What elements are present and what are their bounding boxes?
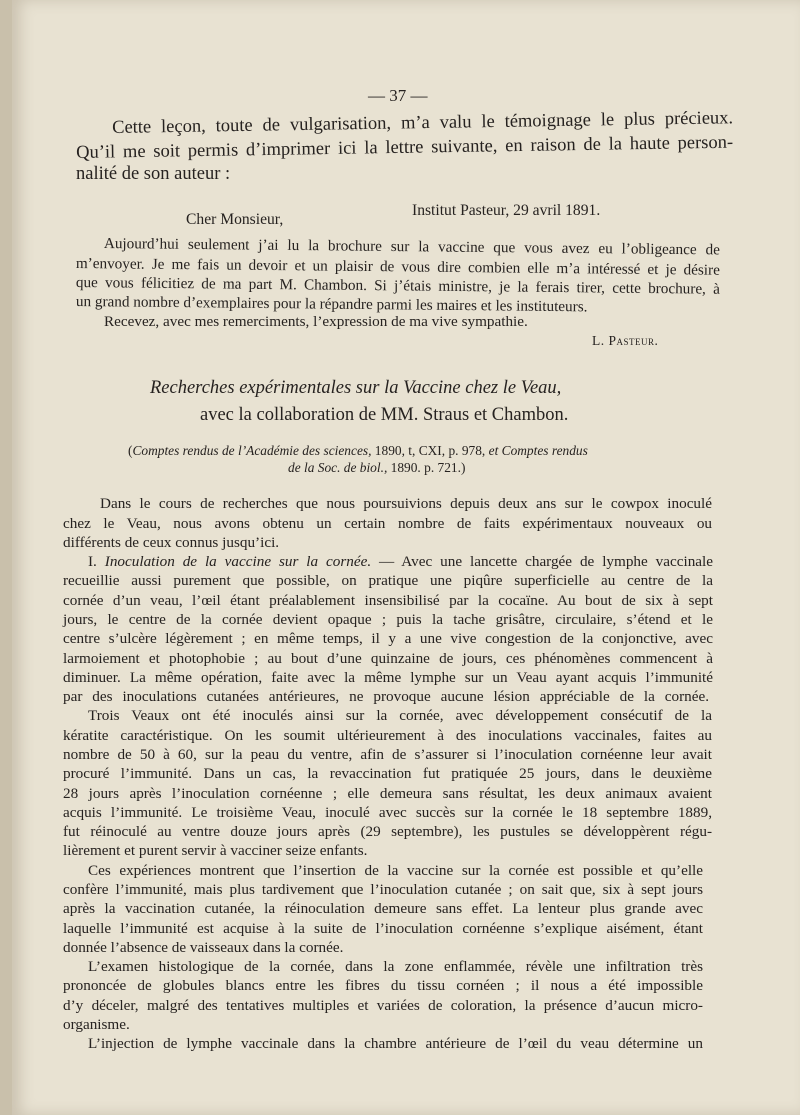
body-line: Ces expériences montrent que l’insertion de la vaccine sur la cornée est possible et qu’elle	[88, 862, 703, 879]
body-line: prononcée de globules blancs entre les fibres du tissu cornéen ; il nous a été impossible	[63, 977, 703, 994]
body-line: après la vaccination cutanée, la réinoculation demeure sans effet. La lenteur plus grande avec	[63, 900, 703, 917]
body-line: procuré l’immunité. Dans un cas, la revaccination fut pratiquée 25 jours, dans le deuxième	[63, 765, 712, 782]
body-line: 28 jours après l’inoculation cornéenne ; elle demeura sans résultat, les deux animaux avaient	[63, 785, 712, 802]
body-line: Trois Veaux ont été inoculés ainsi sur la cornée, avec développement consécutif de la	[88, 707, 712, 724]
section-heading-line: I. Inoculation de la vaccine sur la cornée. — Avec une lancette chargée de lymphe vaccinale	[88, 553, 713, 570]
letter-closing: Recevez, avec mes remerciments, l’expression de ma vive sympathie.	[104, 313, 528, 330]
letter-place-date: Institut Pasteur, 29 avril 1891.	[412, 202, 601, 219]
body-line: acquis l’immunité. Le troisième Veau, inoculé avec succès sur la cornée le 18 septembre 1889,	[63, 804, 712, 821]
letter-salutation: Cher Monsieur,	[186, 211, 284, 228]
body-line: jours, le centre de la cornée devient opaque ; puis la tache grisâtre, circulaire, s’étend et le	[63, 611, 713, 628]
body-line: fut réinoculé au ventre douze jours après (29 septembre), les pustules se développèrent régu-	[63, 823, 712, 840]
body-line: organisme.	[63, 1016, 130, 1033]
letter-line: que vous félicitiez de ma part M. Chambon. Si j’étais ministre, je la ferais tirer, cette brochure, à	[75, 274, 720, 298]
body-line: par des inoculations cutanées antérieures, ne provoque aucune lésion appréciable de la cornée.	[63, 688, 709, 705]
body-line: centre s’ulcère légèrement ; en même temps, il y a une vive congestion de la conjonctive, avec	[63, 630, 713, 647]
body-line: chez le Veau, nous avons obtenu un certain nombre de faits expérimentaux nouveaux ou	[63, 515, 712, 532]
body-line: recueillie aussi purement que possible, on pratique une piqûre superficielle au centre de la	[63, 572, 713, 589]
page-number: — 37 —	[368, 86, 428, 105]
body-line: L’examen histologique de la cornée, dans la zone enflammée, révèle une infiltration très	[88, 958, 703, 975]
body-line: confère l’immunité, mais plus tardivement que l’inoculation cutanée ; on sait que, six à sept jours	[63, 881, 703, 898]
body-line: Dans le cours de recherches que nous poursuivions depuis deux ans sur le cowpox inoculé	[100, 495, 712, 512]
article-subtitle: avec la collaboration de MM. Straus et Chambon.	[200, 405, 569, 425]
body-line: cornée d’un veau, l’œil étant préalablement insensibilisé par la cocaïne. Au bout de six à sept	[63, 592, 713, 609]
article-reference-line: de la Soc. de biol., 1890. p. 721.)	[288, 460, 466, 475]
body-line: nombre de 50 à 60, sur la peau du ventre, afin de s’assurer si l’inoculation cornéenne leur avait	[63, 746, 712, 763]
body-line: donnée l’absence de vaisseaux dans la cornée.	[63, 939, 344, 956]
body-line: larmoiement et photophobie ; au bout d’une quinzaine de jours, ces phénomènes commencent à	[63, 650, 713, 667]
intro-line: Qu’il me soit permis d’imprimer ici la lettre suivante, en raison de la haute person-	[76, 132, 734, 163]
body-line: diminuer. La même opération, faite avec la même lymphe sur un Veau ayant acquis l’immunité	[63, 669, 713, 686]
body-line: lièrement et purent servir à vacciner seize enfants.	[63, 842, 368, 859]
body-line: L’injection de lymphe vaccinale dans la chambre antérieure de l’œil du veau détermine un	[88, 1035, 703, 1052]
intro-line: nalité de son auteur :	[76, 164, 231, 184]
letter-line: m’envoyer. Je me fais un devoir et un plaisir de vous dire combien elle m’a intéressé et je désire	[75, 255, 720, 279]
letter-line: Aujourd’hui seulement j’ai lu la brochure sur la vaccine que vous avez eu l’obligeance de	[103, 235, 720, 259]
letter-line: un grand nombre d’exemplaires pour la répandre parmi les maires et les instituteurs.	[75, 293, 588, 316]
intro-line: Cette leçon, toute de vulgarisation, m’a valu le témoignage le plus précieux.	[112, 108, 734, 138]
article-title: Recherches expérimentales sur la Vaccine chez le Veau,	[150, 378, 562, 398]
body-line: laquelle l’immunité est acquise à la suite de l’inoculation cornéenne s’explique aisément, étant	[63, 920, 703, 937]
body-line: kératite caractéristique. On les soumit ultérieurement à des inoculations vaccinales, faites au	[63, 727, 712, 744]
body-line: différents de ceux connus jusqu’ici.	[63, 534, 280, 551]
body-line: d’y déceler, malgré des tentatives multiples et variées de coloration, la présence d’aucun micro-	[63, 997, 703, 1014]
article-reference-line: (Comptes rendus de l’Académie des sciences, 1890, t, CXI, p. 978, et Comptes rendus	[128, 443, 588, 458]
letter-signature: L. Pasteur.	[592, 333, 659, 348]
